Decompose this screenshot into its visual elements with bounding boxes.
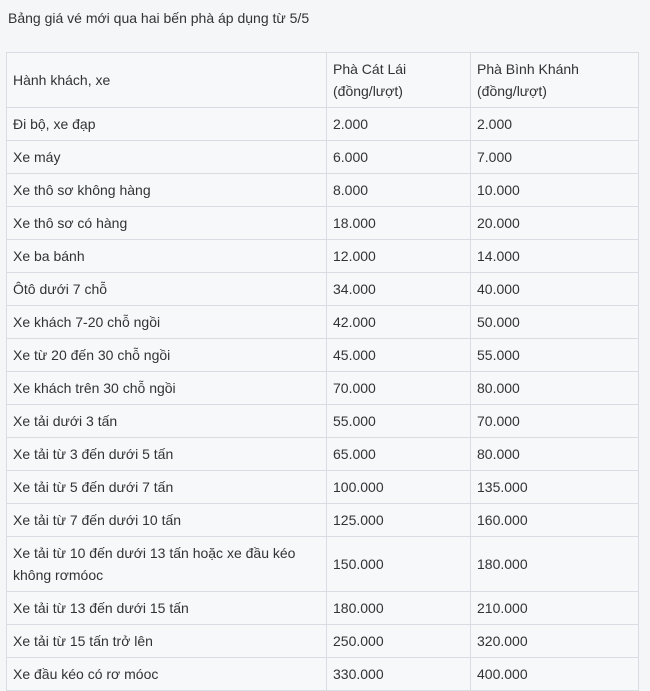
header-binh-khanh-unit: (đồng/lượt) xyxy=(477,83,547,99)
cell-cat-lai-price: 6.000 xyxy=(327,141,471,174)
cell-binh-khanh-price: 210.000 xyxy=(471,592,639,625)
cell-cat-lai-price: 34.000 xyxy=(327,273,471,306)
table-row xyxy=(7,273,639,306)
cell-binh-khanh-price: 50.000 xyxy=(471,306,639,339)
cell-vehicle-type: Xe máy xyxy=(7,141,327,174)
table-row xyxy=(7,405,639,438)
cell-binh-khanh-price: 40.000 xyxy=(471,273,639,306)
cell-cat-lai-price: 42.000 xyxy=(327,306,471,339)
cell-vehicle-type: Xe tải từ 3 đến dưới 5 tấn xyxy=(7,438,327,471)
cell-cat-lai-price: 70.000 xyxy=(327,372,471,405)
cell-vehicle-type: Xe tải từ 15 tấn trở lên xyxy=(7,625,327,658)
cell-binh-khanh-price: 14.000 xyxy=(471,240,639,273)
table-row xyxy=(7,207,639,240)
cell-binh-khanh-price: 160.000 xyxy=(471,504,639,537)
table-row xyxy=(7,339,639,372)
cell-cat-lai-price: 8.000 xyxy=(327,174,471,207)
cell-binh-khanh-price: 7.000 xyxy=(471,141,639,174)
table-row xyxy=(7,108,639,141)
cell-cat-lai-price: 18.000 xyxy=(327,207,471,240)
table-row xyxy=(7,141,639,174)
cell-cat-lai-price: 2.000 xyxy=(327,108,471,141)
table-row xyxy=(7,372,639,405)
cell-vehicle-type: Xe thô sơ không hàng xyxy=(7,174,327,207)
cell-binh-khanh-price: 20.000 xyxy=(471,207,639,240)
table-header-row xyxy=(7,53,639,108)
header-binh-khanh xyxy=(471,53,639,108)
header-cat-lai-name: Phà Cát Lái xyxy=(333,61,407,77)
table-row xyxy=(7,625,639,658)
cell-cat-lai-price: 125.000 xyxy=(327,504,471,537)
cell-vehicle-type: Xe tải dưới 3 tấn xyxy=(7,405,327,438)
cell-vehicle-type: Xe tải từ 13 đến dưới 15 tấn xyxy=(7,592,327,625)
cell-binh-khanh-price: 320.000 xyxy=(471,625,639,658)
cell-binh-khanh-price: 135.000 xyxy=(471,471,639,504)
cell-binh-khanh-price: 2.000 xyxy=(471,108,639,141)
cell-binh-khanh-price: 10.000 xyxy=(471,174,639,207)
cell-vehicle-type: Đi bộ, xe đạp xyxy=(7,108,327,141)
cell-vehicle-type: Xe tải từ 10 đến dưới 13 tấn hoặc xe đầu kéo không rơmóoc xyxy=(7,537,327,592)
cell-cat-lai-price: 150.000 xyxy=(327,537,471,592)
table-row xyxy=(7,174,639,207)
cell-vehicle-type: Xe khách trên 30 chỗ ngồi xyxy=(7,372,327,405)
cell-vehicle-type: Xe tải từ 7 đến dưới 10 tấn xyxy=(7,504,327,537)
header-vehicle-type: Hành khách, xe xyxy=(7,53,327,108)
cell-vehicle-type: Xe ba bánh xyxy=(7,240,327,273)
cell-cat-lai-price: 12.000 xyxy=(327,240,471,273)
cell-cat-lai-price: 250.000 xyxy=(327,625,471,658)
table-caption: Bảng giá vé mới qua hai bến phà áp dụng từ 5/5 xyxy=(8,10,310,26)
table-row xyxy=(7,240,639,273)
cell-vehicle-type: Ôtô dưới 7 chỗ xyxy=(7,273,327,306)
cell-cat-lai-price: 100.000 xyxy=(327,471,471,504)
cell-cat-lai-price: 330.000 xyxy=(327,658,471,691)
cell-cat-lai-price: 180.000 xyxy=(327,592,471,625)
cell-vehicle-type: Xe thô sơ có hàng xyxy=(7,207,327,240)
cell-vehicle-type: Xe khách 7-20 chỗ ngồi xyxy=(7,306,327,339)
cell-vehicle-type: Xe đầu kéo có rơ móoc xyxy=(7,658,327,691)
cell-binh-khanh-price: 400.000 xyxy=(471,658,639,691)
table-row xyxy=(7,658,639,691)
header-cat-lai-unit: (đồng/lượt) xyxy=(333,83,403,99)
cell-cat-lai-price: 45.000 xyxy=(327,339,471,372)
cell-binh-khanh-price: 80.000 xyxy=(471,372,639,405)
table-row xyxy=(7,537,639,592)
cell-binh-khanh-price: 80.000 xyxy=(471,438,639,471)
table-row xyxy=(7,504,639,537)
cell-vehicle-type: Xe tải từ 5 đến dưới 7 tấn xyxy=(7,471,327,504)
cell-binh-khanh-price: 55.000 xyxy=(471,339,639,372)
table-row xyxy=(7,306,639,339)
fare-table xyxy=(6,52,639,691)
cell-cat-lai-price: 65.000 xyxy=(327,438,471,471)
table-row xyxy=(7,592,639,625)
header-binh-khanh-name: Phà Bình Khánh xyxy=(477,61,579,77)
table-row xyxy=(7,471,639,504)
header-cat-lai xyxy=(327,53,471,108)
cell-cat-lai-price: 55.000 xyxy=(327,405,471,438)
table-row xyxy=(7,438,639,471)
cell-vehicle-type: Xe từ 20 đến 30 chỗ ngồi xyxy=(7,339,327,372)
cell-binh-khanh-price: 70.000 xyxy=(471,405,639,438)
cell-binh-khanh-price: 180.000 xyxy=(471,537,639,592)
